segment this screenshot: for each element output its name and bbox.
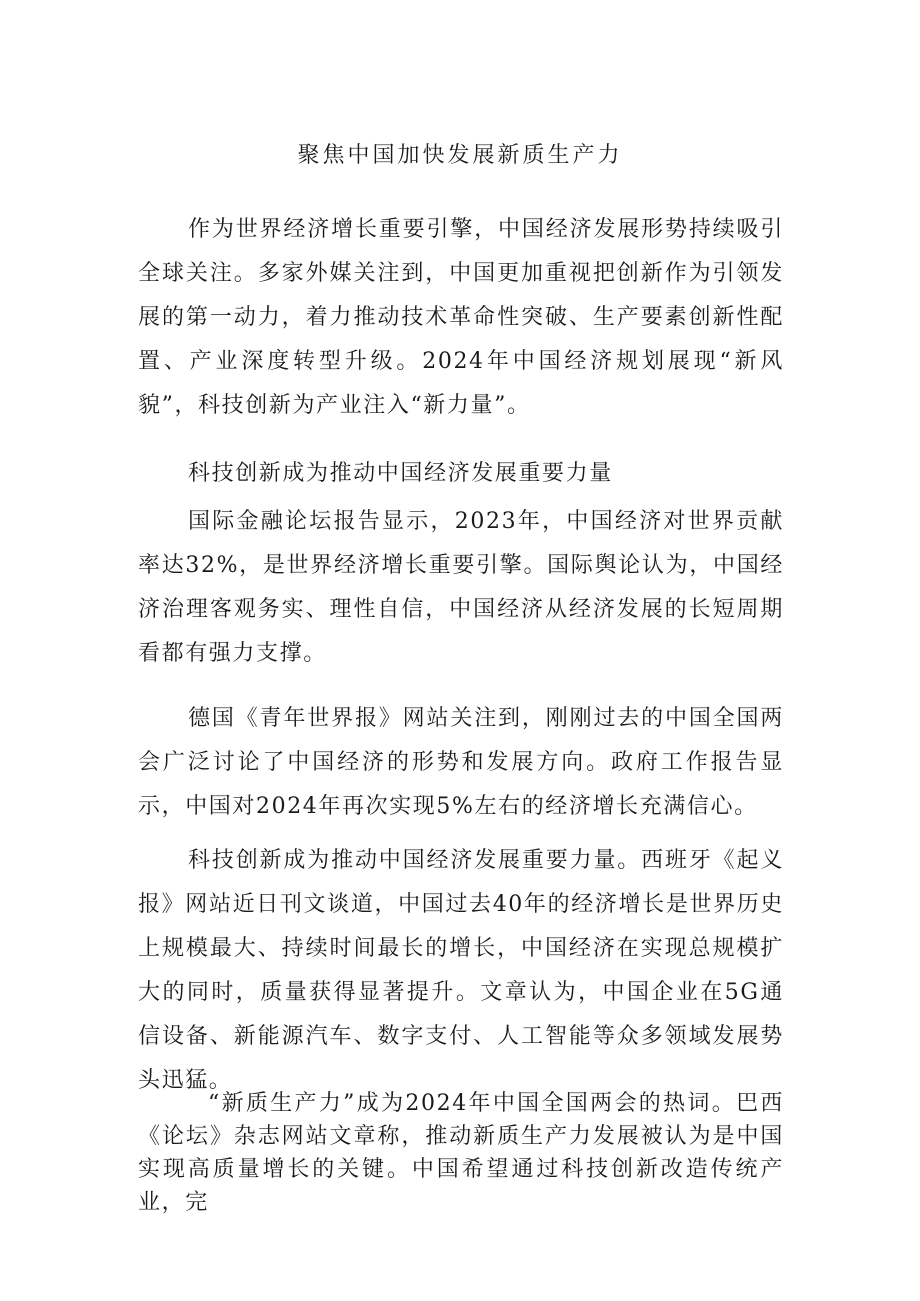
section-heading: 科技创新成为推动中国经济发展重要力量 — [188, 461, 613, 486]
paragraph-forum-report: 国际金融论坛报告显示，2023年，中国经济对世界贡献率达32%，是世界经济增长重要引擎。国际舆论认为，中国经济治理客观务实、理性自信，中国经济从经济发展的长短周期看都有强力支撑。 — [138, 509, 784, 666]
paragraph-intro: 作为世界经济增长重要引擎，中国经济发展形势持续吸引全球关注。多家外媒关注到，中国更加重视把创新作为引领发展的第一动力，着力推动技术革命性突破、生产要素创新性配置、产业深度转型升级。2024年中国经济规划展现“新风貌”，科技创新为产业注入“新力量”。 — [138, 217, 784, 418]
paragraph-german-newspaper: 德国《青年世界报》网站关注到，刚刚过去的中国全国两会广泛讨论了中国经济的形势和发展方向。政府工作报告显示，中国对2024年再次实现5%左右的经济增长充满信心。 — [138, 706, 784, 819]
paragraph-brazil-magazine: “新质生产力”成为2024年中国全国两会的热词。巴西《论坛》杂志网站文章称，推动新质生产力发展被认为是中国实现高质量增长的关键。中国希望通过科技创新改造传统产业，完 — [138, 1091, 784, 1215]
paragraph-spanish-newspaper: 科技创新成为推动中国经济发展重要力量。西班牙《起义报》网站近日刊文谈道，中国过去40年的经济增长是世界历史上规模最大、持续时间最长的增长，中国经济在实现总规模扩大的同时，质量获得显著提升。文章认为，中国企业在5G通信设备、新能源汽车、数字支付、人工智能等众多领域发展势头迅猛。 — [138, 848, 784, 1093]
document-title: 聚焦中国加快发展新质生产力 — [297, 143, 623, 168]
